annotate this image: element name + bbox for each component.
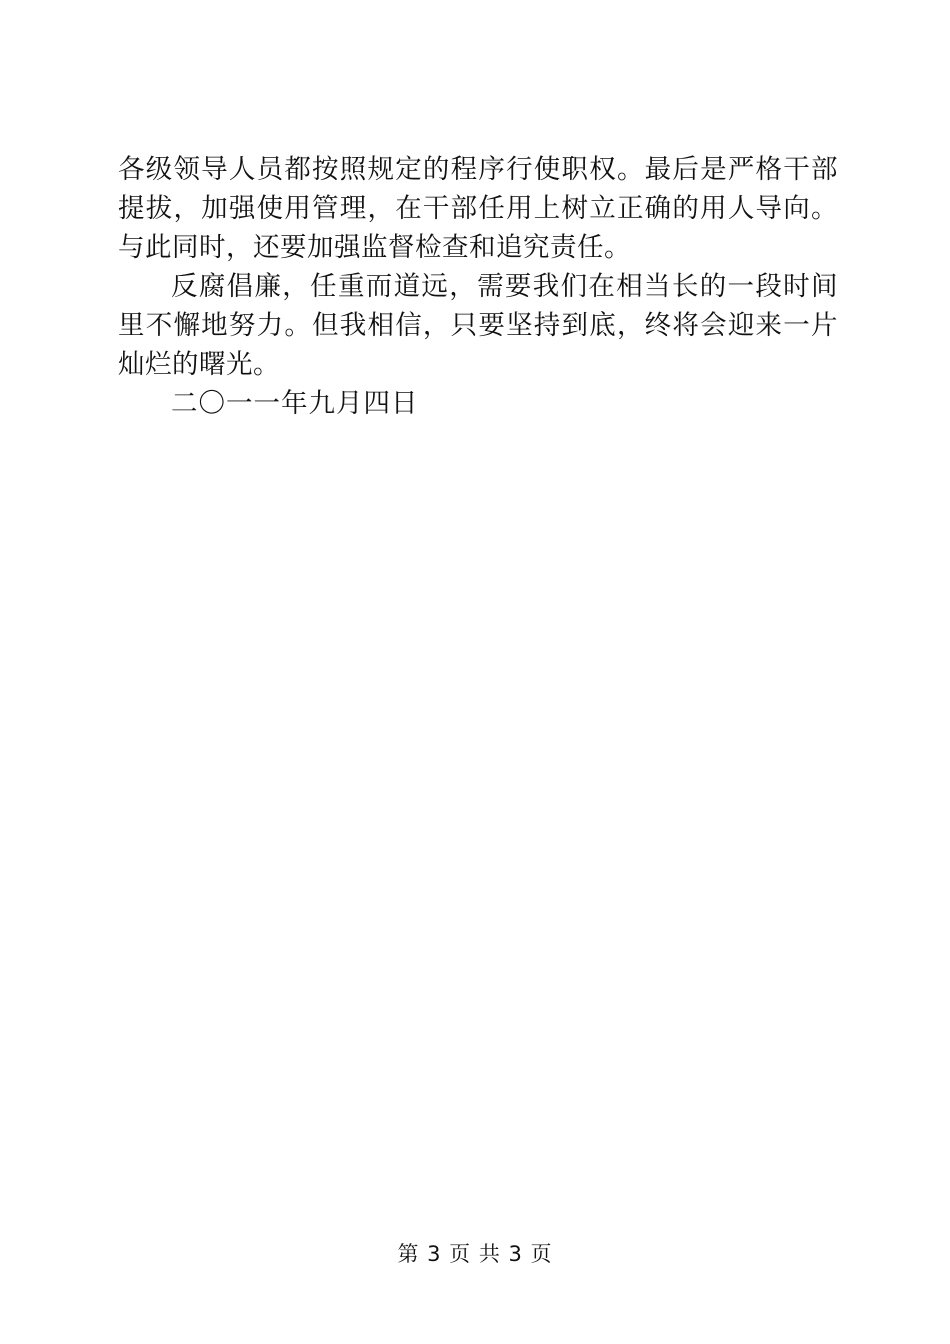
body-paragraph-1: 各级领导人员都按照规定的程序行使职权。最后是严格干部提拔，加强使用管理，在干部任用上树立正确的用人导向。与此同时，还要加强监督检查和追究责任。 bbox=[118, 154, 838, 263]
signature-date: 二〇一一年九月四日 bbox=[171, 388, 419, 419]
body-paragraph-2: 反腐倡廉，任重而道远，需要我们在相当长的一段时间里不懈地努力。但我相信，只要坚持到底，终将会迎来一片灿烂的曙光。 bbox=[118, 271, 838, 380]
page-footer bbox=[0, 1238, 950, 1268]
document-body bbox=[118, 150, 838, 423]
page-number-text: 第 3 页 共 3 页 bbox=[397, 1242, 553, 1266]
